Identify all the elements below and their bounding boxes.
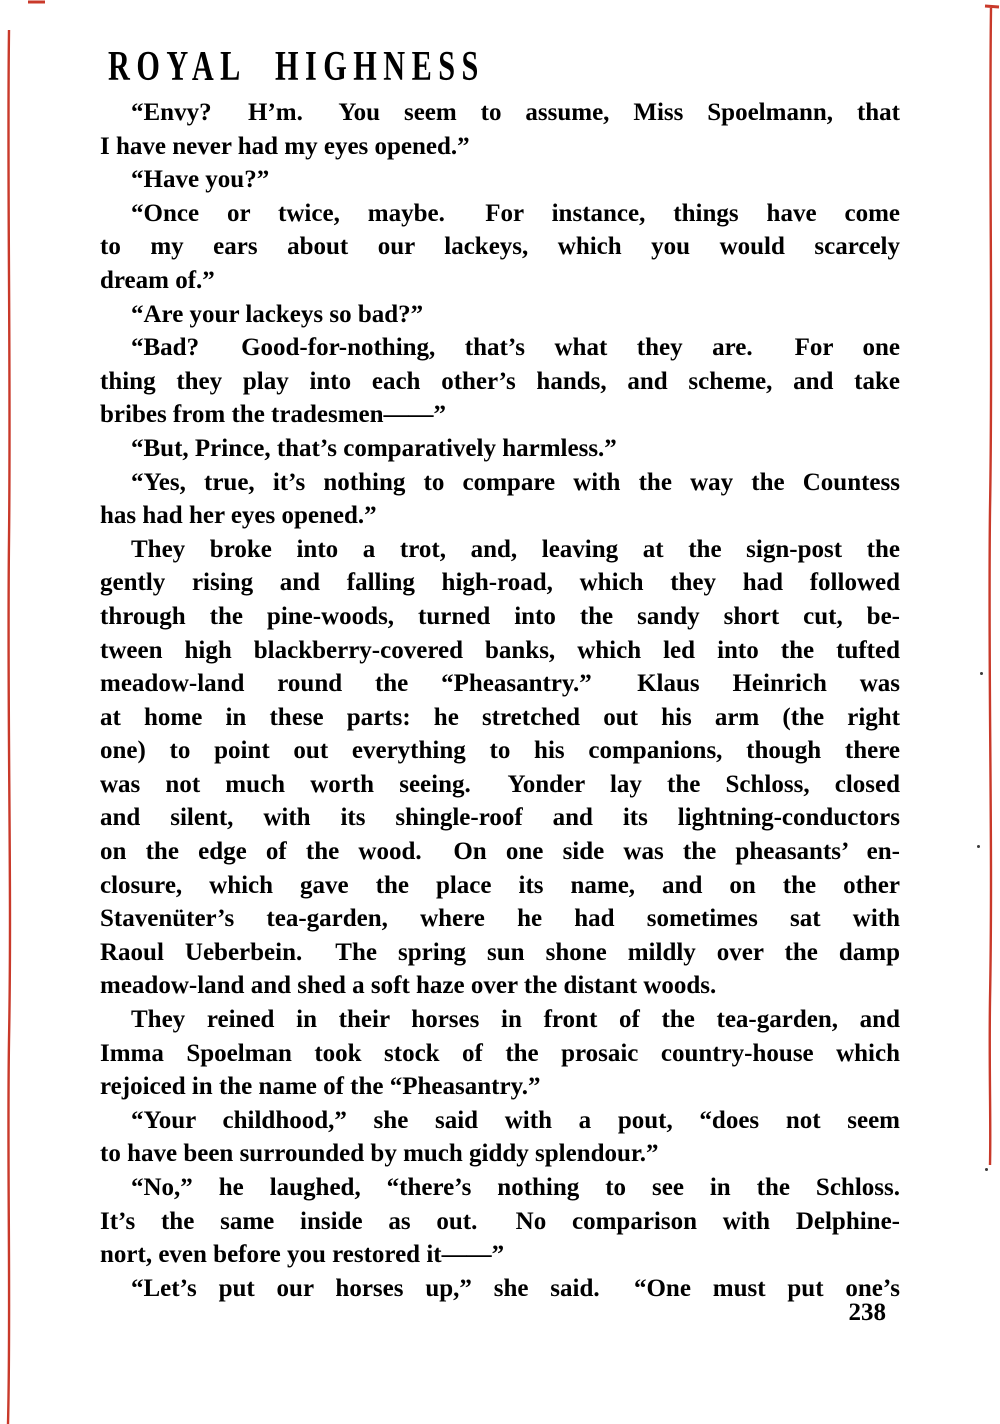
- text-line: meadow-land and shed a soft haze over the distant woods.: [100, 972, 717, 1000]
- text-line: has had her eyes opened.”: [100, 502, 377, 530]
- left-page-edge-stain: [8, 30, 10, 1424]
- text-line: gently rising and falling high-road, which they had followed: [100, 569, 900, 597]
- text-line: on the edge of the wood. On one side was the pheasants’ en-: [100, 838, 900, 866]
- ink-speck: [980, 672, 983, 675]
- text-line: “Once or twice, maybe. For instance, things have come: [131, 199, 900, 227]
- text-line: Stavenüter’s tea-garden, where he had sometimes sat with: [100, 905, 900, 933]
- text-line: Imma Spoelman took stock of the prosaic country-house which: [100, 1039, 900, 1067]
- text-line: They reined in their horses in front of the tea-garden, and: [131, 1006, 900, 1034]
- text-line: rejoiced in the name of the “Pheasantry.”: [100, 1073, 541, 1101]
- text-line: and silent, with its shingle-roof and its lightning-conductors: [100, 804, 900, 832]
- text-line: bribes from the tradesmen——”: [100, 401, 447, 429]
- text-line: dream of.”: [100, 266, 215, 294]
- text-line: I have never had my eyes opened.”: [100, 132, 470, 160]
- text-line: closure, which gave the place its name, and on the other: [100, 871, 900, 899]
- text-line: through the pine-woods, turned into the sandy short cut, be-: [100, 602, 900, 630]
- running-head: [108, 46, 631, 88]
- text-line: “Let’s put our horses up,” she said. “One must put one’s: [131, 1274, 900, 1302]
- text-line: tween high blackberry-covered banks, which led into the tufted: [100, 636, 900, 664]
- page-number: 238: [848, 1299, 886, 1326]
- text-line: thing they play into each other’s hands, and scheme, and take: [100, 367, 900, 395]
- text-block: [100, 96, 900, 1305]
- text-line: one) to point out everything to his companions, though there: [100, 737, 900, 765]
- running-head-text: ROYAL HIGHNESS: [108, 44, 485, 90]
- folio-row: [100, 1296, 900, 1330]
- text-line: nort, even before you restored it——”: [100, 1241, 505, 1269]
- text-line: “Your childhood,” she said with a pout, “does not seem: [131, 1106, 900, 1134]
- text-line: “Are your lackeys so bad?”: [131, 300, 424, 328]
- text-line: was not much worth seeing. Yonder lay the Schloss, closed: [100, 770, 900, 798]
- right-page-edge-stain: [990, 8, 992, 1165]
- text-line: to my ears about our lackeys, which you would scarcely: [100, 233, 900, 261]
- text-line: It’s the same inside as out. No comparison with Delphine-: [100, 1207, 900, 1235]
- top-right-edge-stain: [985, 6, 999, 7]
- text-line: “Have you?”: [131, 166, 270, 194]
- text-line: Raoul Ueberbein. The spring sun shone mildly over the damp: [100, 938, 900, 966]
- text-line: “Envy? H’m. You seem to assume, Miss Spoelmann, that: [131, 99, 900, 126]
- ink-speck: [977, 845, 980, 848]
- text-line: “No,” he laughed, “there’s nothing to see in the Schloss.: [131, 1174, 900, 1201]
- text-line: at home in these parts: he stretched out his arm (the right: [100, 703, 900, 731]
- text-line: “Yes, true, it’s nothing to compare with the way the Countess: [131, 468, 900, 496]
- text-line: They broke into a trot, and, leaving at the sign-post the: [131, 535, 900, 563]
- text-line: to have been surrounded by much giddy splendour.”: [100, 1140, 659, 1168]
- ink-speck: [985, 1168, 988, 1171]
- text-line: “But, Prince, that’s comparatively harmless.”: [131, 434, 617, 462]
- text-line: meadow-land round the “Pheasantry.” Klaus Heinrich was: [100, 670, 900, 698]
- text-line: “Bad? Good-for-nothing, that’s what they are. For one: [131, 334, 900, 362]
